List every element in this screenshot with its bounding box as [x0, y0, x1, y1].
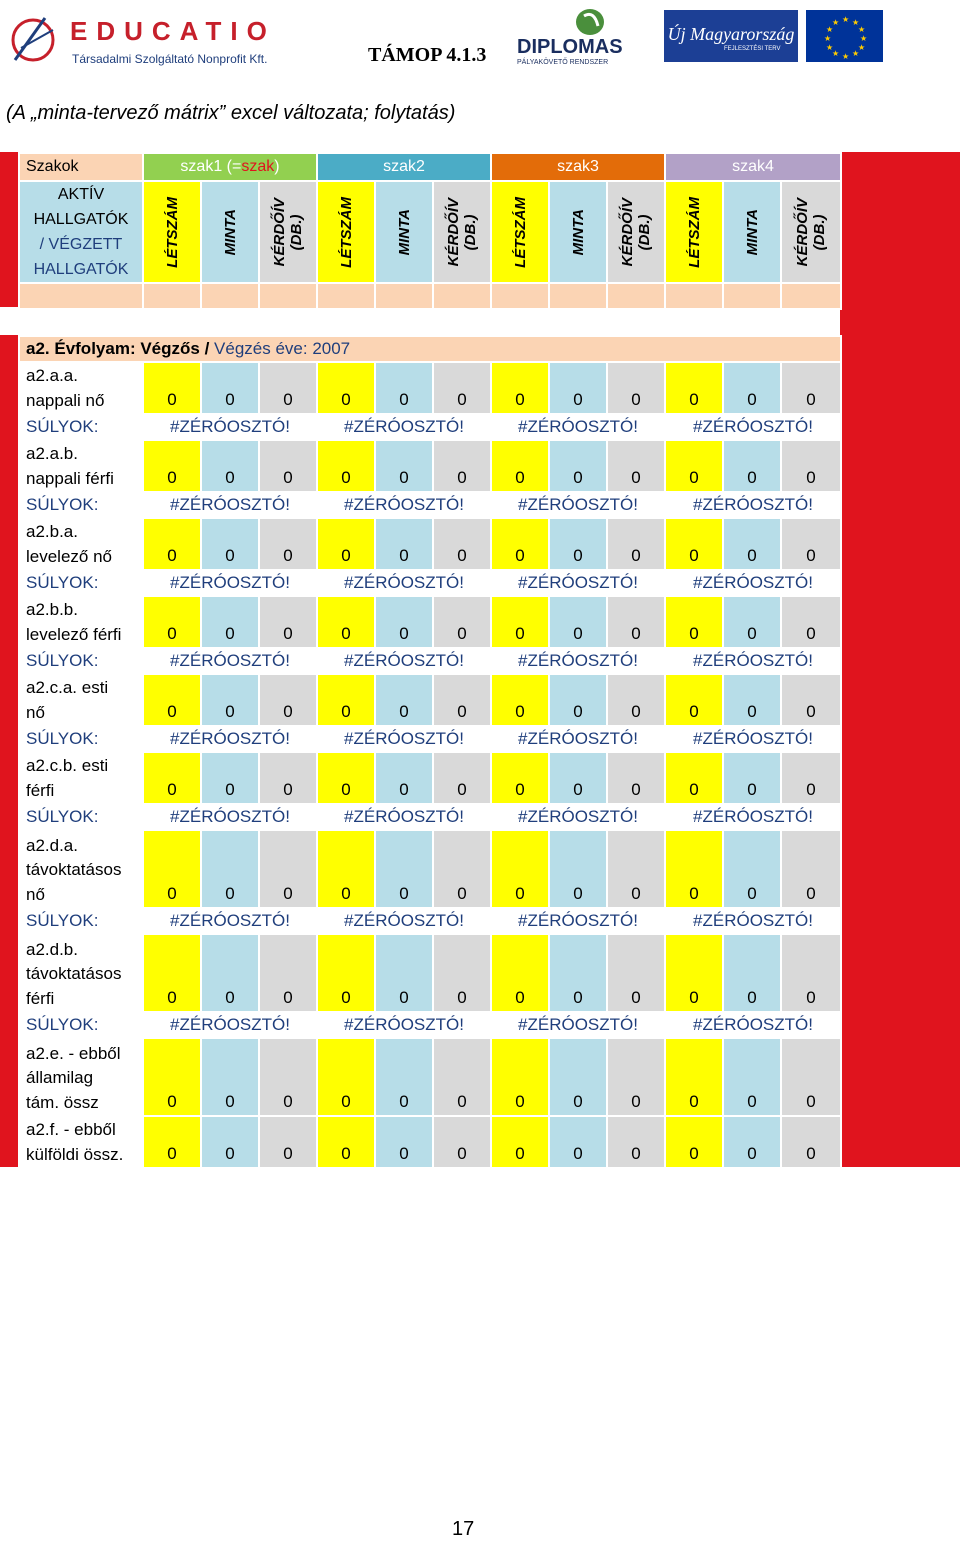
- value-cell[interactable]: 0: [781, 752, 841, 804]
- row-label: a2.a.b. nappali férfi: [19, 440, 143, 492]
- weight-error-cell: #ZÉRÓOSZTÓ!: [665, 908, 841, 934]
- value-cell[interactable]: 0: [317, 1038, 375, 1116]
- weight-error-cell: #ZÉRÓOSZTÓ!: [143, 570, 317, 596]
- value-cell[interactable]: 0: [607, 752, 665, 804]
- value-cell[interactable]: 0: [201, 674, 259, 726]
- weight-error-cell: #ZÉRÓOSZTÓ!: [317, 414, 491, 440]
- svg-text:★: ★: [842, 52, 850, 61]
- value-cell[interactable]: 0: [375, 518, 433, 570]
- value-cell[interactable]: 0: [143, 1038, 201, 1116]
- value-cell[interactable]: 0: [665, 830, 723, 908]
- value-cell[interactable]: 0: [781, 674, 841, 726]
- weights-row: [19, 492, 841, 518]
- weight-error-cell: #ZÉRÓOSZTÓ!: [491, 492, 665, 518]
- col-minta-1: MINTA: [201, 181, 259, 283]
- empty-cell: [19, 283, 143, 309]
- value-cell[interactable]: 0: [723, 830, 781, 908]
- value-cell[interactable]: 0: [549, 596, 607, 648]
- weight-error-cell: #ZÉRÓOSZTÓ!: [665, 648, 841, 674]
- weights-row: [19, 908, 841, 934]
- value-cell[interactable]: 0: [433, 518, 491, 570]
- value-cell[interactable]: 0: [723, 674, 781, 726]
- value-cell[interactable]: 0: [491, 518, 549, 570]
- value-cell[interactable]: 0: [375, 1038, 433, 1116]
- value-cell[interactable]: 0: [491, 674, 549, 726]
- eu-stars-icon: [806, 10, 883, 62]
- value-cell[interactable]: 0: [143, 1116, 201, 1168]
- col-letszam-2: LÉTSZÁM: [317, 181, 375, 283]
- szak3-header: szak3: [491, 153, 665, 181]
- svg-text:★: ★: [832, 49, 840, 58]
- value-cell[interactable]: 0: [781, 440, 841, 492]
- value-cell[interactable]: 0: [491, 1116, 549, 1168]
- value-cell[interactable]: 0: [549, 440, 607, 492]
- row-label: a2.d.a. távoktatásos nő: [19, 830, 143, 908]
- value-cell[interactable]: 0: [259, 1038, 317, 1116]
- szakok-label: Szakok: [19, 153, 143, 181]
- value-cell[interactable]: 0: [491, 830, 549, 908]
- weights-row: [19, 726, 841, 752]
- value-cell[interactable]: 0: [665, 1038, 723, 1116]
- col-kerdoiv-2: KÉRDŐÍV (DB.): [433, 181, 491, 283]
- weight-error-cell: #ZÉRÓOSZTÓ!: [491, 804, 665, 830]
- value-cell[interactable]: 0: [607, 934, 665, 1012]
- aktiv-hallgatok-label: AKTÍV HALLGATÓK / VÉGZETT HALLGATÓK: [19, 181, 143, 283]
- value-cell[interactable]: 0: [549, 934, 607, 1012]
- educatio-subtitle: Társadalmi Szolgáltató Nonprofit Kft.: [72, 52, 268, 66]
- svg-text:★: ★: [832, 18, 840, 27]
- value-cell[interactable]: 0: [201, 596, 259, 648]
- value-cell[interactable]: 0: [317, 518, 375, 570]
- uj-magyarorszag-logo: [664, 10, 798, 62]
- data-row: [19, 674, 841, 726]
- weight-error-cell: #ZÉRÓOSZTÓ!: [317, 492, 491, 518]
- value-cell[interactable]: 0: [317, 1116, 375, 1168]
- value-cell[interactable]: 0: [317, 752, 375, 804]
- diplomas-logo: [515, 6, 625, 66]
- value-cell[interactable]: 0: [549, 674, 607, 726]
- value-cell[interactable]: 0: [317, 830, 375, 908]
- educatio-wordmark: EDUCATIO: [70, 16, 276, 46]
- col-kerdoiv-1: KÉRDŐÍV (DB.): [259, 181, 317, 283]
- weight-error-cell: #ZÉRÓOSZTÓ!: [143, 908, 317, 934]
- page-header: [0, 0, 960, 75]
- value-cell[interactable]: 0: [259, 752, 317, 804]
- value-cell[interactable]: 0: [723, 752, 781, 804]
- value-cell[interactable]: 0: [375, 674, 433, 726]
- value-cell[interactable]: 0: [781, 596, 841, 648]
- weight-error-cell: #ZÉRÓOSZTÓ!: [143, 726, 317, 752]
- value-cell[interactable]: 0: [259, 934, 317, 1012]
- value-cell[interactable]: 0: [723, 1116, 781, 1168]
- col-minta-3: MINTA: [549, 181, 607, 283]
- value-cell[interactable]: 0: [143, 752, 201, 804]
- value-cell[interactable]: 0: [665, 518, 723, 570]
- svg-text:★: ★: [860, 34, 868, 43]
- row-label: a2.d.b. távoktatásos férfi: [19, 934, 143, 1012]
- value-cell[interactable]: 0: [201, 830, 259, 908]
- col-letszam-1: LÉTSZÁM: [143, 181, 201, 283]
- value-cell[interactable]: 0: [201, 518, 259, 570]
- row-label: a2.a.a. nappali nő: [19, 362, 143, 414]
- weight-error-cell: #ZÉRÓOSZTÓ!: [665, 570, 841, 596]
- value-cell[interactable]: 0: [433, 752, 491, 804]
- weight-error-cell: #ZÉRÓOSZTÓ!: [665, 492, 841, 518]
- page-subtitle: (A „minta-tervező mátrix” excel változata; folytatás): [6, 102, 456, 124]
- svg-text:★: ★: [852, 18, 860, 27]
- value-cell[interactable]: 0: [143, 518, 201, 570]
- value-cell[interactable]: 0: [433, 934, 491, 1012]
- left-red-bar: [0, 152, 18, 307]
- value-cell[interactable]: 0: [723, 596, 781, 648]
- weight-error-cell: #ZÉRÓOSZTÓ!: [491, 648, 665, 674]
- weight-error-cell: #ZÉRÓOSZTÓ!: [317, 726, 491, 752]
- value-cell[interactable]: 0: [317, 674, 375, 726]
- value-cell[interactable]: 0: [259, 674, 317, 726]
- weight-error-cell: #ZÉRÓOSZTÓ!: [665, 414, 841, 440]
- weight-error-cell: #ZÉRÓOSZTÓ!: [143, 492, 317, 518]
- value-cell[interactable]: 0: [317, 596, 375, 648]
- value-cell[interactable]: 0: [143, 934, 201, 1012]
- educatio-emblem-icon: [5, 8, 65, 68]
- diplomas-wordmark: DIPLOMAS: [517, 36, 623, 58]
- value-cell[interactable]: 0: [317, 440, 375, 492]
- weight-error-cell: #ZÉRÓOSZTÓ!: [317, 570, 491, 596]
- sulyok-label: SÚLYOK:: [19, 908, 143, 934]
- value-cell[interactable]: 0: [433, 362, 491, 414]
- value-cell[interactable]: 0: [607, 440, 665, 492]
- value-cell[interactable]: 0: [607, 362, 665, 414]
- value-cell[interactable]: 0: [781, 934, 841, 1012]
- value-cell[interactable]: 0: [375, 362, 433, 414]
- weight-error-cell: #ZÉRÓOSZTÓ!: [317, 648, 491, 674]
- data-matrix-body: [19, 336, 841, 1168]
- value-cell[interactable]: 0: [143, 674, 201, 726]
- value-cell[interactable]: 0: [549, 362, 607, 414]
- szak4-header: szak4: [665, 153, 841, 181]
- value-cell[interactable]: 0: [781, 362, 841, 414]
- value-cell[interactable]: 0: [375, 1116, 433, 1168]
- row-label: a2.c.a. esti nő: [19, 674, 143, 726]
- row-label: a2.f. - ebből külföldi össz.: [19, 1116, 143, 1168]
- value-cell[interactable]: 0: [259, 518, 317, 570]
- value-cell[interactable]: 0: [259, 830, 317, 908]
- right-red-bar: [840, 152, 960, 1167]
- value-cell[interactable]: 0: [375, 830, 433, 908]
- value-cell[interactable]: 0: [201, 440, 259, 492]
- value-cell[interactable]: 0: [201, 362, 259, 414]
- value-cell[interactable]: 0: [665, 934, 723, 1012]
- value-cell[interactable]: 0: [491, 362, 549, 414]
- value-cell[interactable]: 0: [259, 440, 317, 492]
- value-cell[interactable]: 0: [723, 1038, 781, 1116]
- value-cell[interactable]: 0: [549, 1116, 607, 1168]
- weight-error-cell: #ZÉRÓOSZTÓ!: [317, 908, 491, 934]
- col-minta-2: MINTA: [375, 181, 433, 283]
- value-cell[interactable]: 0: [665, 1116, 723, 1168]
- tamop-label: TÁMOP 4.1.3: [368, 44, 487, 66]
- weight-error-cell: #ZÉRÓOSZTÓ!: [491, 570, 665, 596]
- value-cell[interactable]: 0: [433, 1116, 491, 1168]
- value-cell[interactable]: 0: [143, 362, 201, 414]
- weights-row: [19, 570, 841, 596]
- header-matrix-table: [18, 152, 842, 310]
- svg-text:★: ★: [858, 25, 866, 34]
- value-cell[interactable]: 0: [781, 830, 841, 908]
- value-cell[interactable]: 0: [317, 362, 375, 414]
- value-cell[interactable]: 0: [433, 674, 491, 726]
- ujm-wordmark: Új Magyarország: [667, 24, 795, 44]
- data-matrix-table: [18, 335, 842, 1169]
- value-cell[interactable]: 0: [723, 934, 781, 1012]
- value-cell[interactable]: 0: [433, 830, 491, 908]
- value-cell[interactable]: 0: [201, 934, 259, 1012]
- value-cell[interactable]: 0: [433, 1038, 491, 1116]
- value-cell[interactable]: 0: [665, 362, 723, 414]
- value-cell[interactable]: 0: [607, 596, 665, 648]
- szak1-header: szak1 (=szak): [143, 153, 317, 181]
- ujm-subtitle: FEJLESZTÉSI TERV: [724, 46, 781, 52]
- row-label: a2.b.b. levelező férfi: [19, 596, 143, 648]
- value-cell[interactable]: 0: [259, 596, 317, 648]
- value-cell[interactable]: 0: [433, 440, 491, 492]
- value-cell[interactable]: 0: [781, 1116, 841, 1168]
- value-cell[interactable]: 0: [781, 1038, 841, 1116]
- row-label: a2.e. - ebből államilag tám. össz: [19, 1038, 143, 1116]
- data-row: [19, 830, 841, 908]
- col-kerdoiv-4: KÉRDŐÍV (DB.): [781, 181, 841, 283]
- weight-error-cell: #ZÉRÓOSZTÓ!: [665, 1012, 841, 1038]
- value-cell[interactable]: 0: [375, 752, 433, 804]
- weight-error-cell: #ZÉRÓOSZTÓ!: [665, 726, 841, 752]
- data-row: [19, 362, 841, 414]
- weights-row: [19, 1012, 841, 1038]
- value-cell[interactable]: 0: [143, 596, 201, 648]
- weights-row: [19, 648, 841, 674]
- weight-error-cell: #ZÉRÓOSZTÓ!: [143, 648, 317, 674]
- szak2-header: szak2: [317, 153, 491, 181]
- col-letszam-3: LÉTSZÁM: [491, 181, 549, 283]
- row-label: a2.c.b. esti férfi: [19, 752, 143, 804]
- value-cell[interactable]: 0: [607, 518, 665, 570]
- value-cell[interactable]: 0: [491, 1038, 549, 1116]
- sulyok-label: SÚLYOK:: [19, 414, 143, 440]
- weight-error-cell: #ZÉRÓOSZTÓ!: [143, 1012, 317, 1038]
- value-cell[interactable]: 0: [201, 1116, 259, 1168]
- data-row: [19, 518, 841, 570]
- weight-error-cell: #ZÉRÓOSZTÓ!: [317, 1012, 491, 1038]
- value-cell[interactable]: 0: [607, 1038, 665, 1116]
- sulyok-label: SÚLYOK:: [19, 1012, 143, 1038]
- sulyok-label: SÚLYOK:: [19, 492, 143, 518]
- col-minta-4: MINTA: [723, 181, 781, 283]
- value-cell[interactable]: 0: [143, 830, 201, 908]
- value-cell[interactable]: 0: [665, 752, 723, 804]
- weight-error-cell: #ZÉRÓOSZTÓ!: [317, 804, 491, 830]
- value-cell[interactable]: 0: [607, 1116, 665, 1168]
- weight-error-cell: #ZÉRÓOSZTÓ!: [143, 414, 317, 440]
- left-red-bar-lower: [0, 335, 18, 1167]
- data-row: [19, 440, 841, 492]
- weight-error-cell: #ZÉRÓOSZTÓ!: [491, 414, 665, 440]
- weight-error-cell: #ZÉRÓOSZTÓ!: [491, 908, 665, 934]
- svg-text:★: ★: [824, 34, 832, 43]
- value-cell[interactable]: 0: [491, 440, 549, 492]
- value-cell[interactable]: 0: [201, 752, 259, 804]
- educatio-logo: [5, 8, 295, 68]
- value-cell[interactable]: 0: [549, 752, 607, 804]
- sulyok-label: SÚLYOK:: [19, 570, 143, 596]
- data-row: [19, 934, 841, 1012]
- value-cell[interactable]: 0: [433, 596, 491, 648]
- value-cell[interactable]: 0: [723, 518, 781, 570]
- svg-text:★: ★: [858, 43, 866, 52]
- value-cell[interactable]: 0: [665, 596, 723, 648]
- value-cell[interactable]: 0: [665, 440, 723, 492]
- svg-text:★: ★: [826, 43, 834, 52]
- svg-text:★: ★: [852, 49, 860, 58]
- value-cell[interactable]: 0: [549, 518, 607, 570]
- value-cell[interactable]: 0: [317, 934, 375, 1012]
- data-row: [19, 596, 841, 648]
- value-cell[interactable]: 0: [259, 1116, 317, 1168]
- data-row: [19, 752, 841, 804]
- value-cell[interactable]: 0: [143, 440, 201, 492]
- data-row: [19, 1116, 841, 1168]
- value-cell[interactable]: 0: [201, 1038, 259, 1116]
- value-cell[interactable]: 0: [259, 362, 317, 414]
- data-row: [19, 1038, 841, 1116]
- value-cell[interactable]: 0: [491, 934, 549, 1012]
- weight-error-cell: #ZÉRÓOSZTÓ!: [491, 1012, 665, 1038]
- value-cell[interactable]: 0: [723, 440, 781, 492]
- value-cell[interactable]: 0: [491, 752, 549, 804]
- weight-error-cell: #ZÉRÓOSZTÓ!: [665, 804, 841, 830]
- value-cell[interactable]: 0: [549, 1038, 607, 1116]
- weights-row: [19, 804, 841, 830]
- diplomas-emblem-icon: [570, 6, 610, 36]
- value-cell[interactable]: 0: [665, 674, 723, 726]
- svg-text:★: ★: [842, 15, 850, 24]
- sulyok-label: SÚLYOK:: [19, 726, 143, 752]
- value-cell[interactable]: 0: [375, 440, 433, 492]
- page-number: 17: [452, 1518, 475, 1540]
- value-cell[interactable]: 0: [607, 674, 665, 726]
- eu-flag: [806, 10, 883, 62]
- row-label: a2.b.a. levelező nő: [19, 518, 143, 570]
- value-cell[interactable]: 0: [723, 362, 781, 414]
- value-cell[interactable]: 0: [375, 934, 433, 1012]
- col-kerdoiv-3: KÉRDŐÍV (DB.): [607, 181, 665, 283]
- value-cell[interactable]: 0: [781, 518, 841, 570]
- evfolyam-row: a2. Évfolyam: Végzős / Végzés éve: 2007: [19, 336, 841, 362]
- col-letszam-4: LÉTSZÁM: [665, 181, 723, 283]
- value-cell[interactable]: 0: [491, 596, 549, 648]
- diplomas-subtitle: PÁLYAKÖVETŐ RENDSZER: [517, 59, 609, 66]
- weight-error-cell: #ZÉRÓOSZTÓ!: [491, 726, 665, 752]
- sulyok-label: SÚLYOK:: [19, 804, 143, 830]
- value-cell[interactable]: 0: [607, 830, 665, 908]
- value-cell[interactable]: 0: [549, 830, 607, 908]
- weight-error-cell: #ZÉRÓOSZTÓ!: [143, 804, 317, 830]
- svg-text:★: ★: [826, 25, 834, 34]
- sulyok-label: SÚLYOK:: [19, 648, 143, 674]
- weights-row: [19, 414, 841, 440]
- value-cell[interactable]: 0: [375, 596, 433, 648]
